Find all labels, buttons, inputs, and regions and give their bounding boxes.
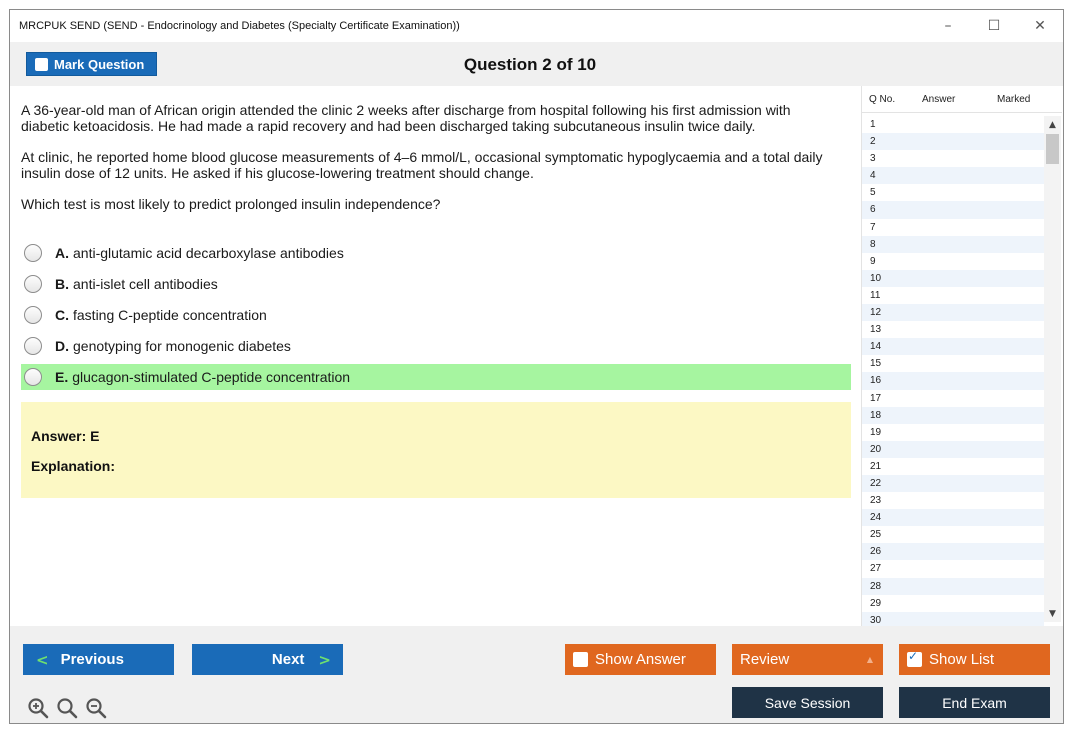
option-d-radio[interactable] [24,337,42,355]
minimize-button[interactable]: – [944,18,952,34]
show-list-checkbox[interactable] [907,652,922,667]
question-list-row[interactable]: 6 [862,201,1044,218]
stem-paragraph: A 36-year-old man of African origin attended the clinic 2 weeks after discharge from hospital following his first admission with diabetic ketoacidosis. He had made a rapid recovery and had been discharged taking subcutaneous insulin twice daily. [21,102,791,134]
option-text: anti-islet cell antibodies [73,276,218,292]
window-title: MRCPUK SEND (SEND - Endocrinology and Diabetes (Specialty Certificate Examination)) [19,20,460,32]
option-text: anti-glutamic acid decarboxylase antibodies [73,245,344,261]
question-list-row[interactable]: 5 [870,187,876,199]
maximize-button[interactable]: ☐ [987,18,1001,34]
question-list-header [862,86,1062,113]
previous-button[interactable] [23,644,174,675]
question-list-row[interactable]: 4 [862,167,1044,184]
question-list-row[interactable]: 3 [870,153,876,165]
question-list-row[interactable]: 14 [862,338,1044,355]
question-list-row[interactable]: 21 [870,460,882,472]
question-list-row[interactable]: 2 [862,133,1044,150]
show-answer-checkbox[interactable] [573,652,588,667]
question-counter: Question 2 of 10 [463,55,597,74]
close-button[interactable]: ✕ [1034,18,1046,34]
answer-option-e[interactable] [21,364,851,390]
question-list-row[interactable]: 18 [862,407,1044,424]
navigation-footer [10,626,1064,724]
marked-column-header[interactable]: Marked [997,94,1031,105]
explanation-label: Explanation: [31,458,116,474]
question-prompt: Which test is most likely to predict prolonged insulin independence? [21,196,441,212]
question-list-row[interactable]: 26 [862,543,1044,560]
title-bar [10,10,1063,42]
review-label: Review [740,651,790,668]
previous-label: Previous [60,651,124,668]
question-list-row[interactable]: 25 [870,529,882,541]
option-letter: A. [55,245,69,261]
question-list-row[interactable]: 30 [862,612,1044,629]
answer-text: Answer: E [31,428,100,444]
question-list [862,116,1044,629]
question-list-row[interactable]: 24 [862,509,1044,526]
qno-column-header[interactable]: Q No. [869,94,896,105]
option-letter: C. [55,307,69,323]
caret-up-icon: ▲ [866,655,873,664]
question-list-row[interactable]: 19 [870,426,882,438]
mark-question-checkbox[interactable] [35,58,48,71]
zoom-in-icon[interactable] [27,697,49,719]
question-list-panel [861,86,1061,626]
question-list-row[interactable]: 29 [870,597,882,609]
answer-option-d[interactable] [21,333,851,359]
answer-option-c[interactable] [21,302,851,328]
question-list-row[interactable]: 8 [862,236,1044,253]
question-list-row[interactable]: 7 [870,221,876,233]
scroll-thumb[interactable] [1046,134,1059,164]
answer-column-header[interactable]: Answer [922,94,956,105]
scroll-up-icon[interactable]: ▲ [1049,119,1056,130]
option-text: genotyping for monogenic diabetes [73,338,291,354]
question-list-row[interactable]: 22 [862,475,1044,492]
review-dropdown[interactable] [732,644,883,675]
next-button[interactable] [192,644,343,675]
option-letter: D. [55,338,69,354]
question-list-row[interactable]: 16 [862,372,1044,389]
end-exam-button[interactable]: End Exam [899,687,1050,718]
question-list-row[interactable]: 11 [870,289,881,301]
question-list-row[interactable]: 27 [870,563,882,575]
stem-paragraph: At clinic, he reported home blood glucose measurements of 4–6 mmol/L, occasional symptomatic hypoglycaemia and a total daily insulin dose of 12 units. He asked if his glucose-lowering treatment should change. [21,149,823,181]
question-list-row[interactable]: 15 [870,358,882,370]
save-session-button[interactable]: Save Session [732,687,883,718]
question-list-row[interactable]: 1 [870,119,876,130]
question-list-row[interactable]: 13 [870,324,882,336]
mark-question-button[interactable] [26,52,157,76]
question-list-row[interactable]: 9 [870,255,876,267]
scroll-down-icon[interactable]: ▼ [1049,608,1056,619]
show-list-label: Show List [929,651,995,668]
option-text: fasting C-peptide concentration [73,307,267,323]
show-list-button[interactable] [899,644,1050,675]
option-e-radio[interactable] [24,368,42,386]
question-list-row[interactable]: 23 [870,495,882,507]
option-letter: B. [55,276,69,292]
question-header [10,42,1064,86]
question-list-row[interactable]: 12 [862,304,1044,321]
option-a-radio[interactable] [24,244,42,262]
question-list-row[interactable]: 10 [862,270,1044,287]
question-list-row[interactable]: 20 [862,441,1044,458]
answer-explanation-box [21,402,851,498]
question-list-scrollbar[interactable] [1044,116,1061,622]
app-window [9,9,1064,724]
zoom-reset-icon[interactable] [56,697,78,719]
next-label: Next [271,651,305,668]
question-list-row[interactable]: 17 [870,392,882,404]
chevron-left-icon: < [36,650,49,669]
option-letter: E. [55,369,69,385]
chevron-right-icon: > [318,650,331,669]
zoom-out-icon[interactable] [85,697,107,719]
option-b-radio[interactable] [24,275,42,293]
show-answer-button[interactable] [565,644,716,675]
show-answer-label: Show Answer [595,651,686,668]
option-text: glucagon-stimulated C-peptide concentration [72,369,351,385]
question-panel [10,86,860,626]
answer-option-b[interactable] [21,271,851,297]
mark-question-label: Mark Question [54,56,145,72]
answer-option-a[interactable] [21,240,851,266]
option-c-radio[interactable] [24,306,42,324]
question-list-row[interactable]: 28 [862,578,1044,595]
